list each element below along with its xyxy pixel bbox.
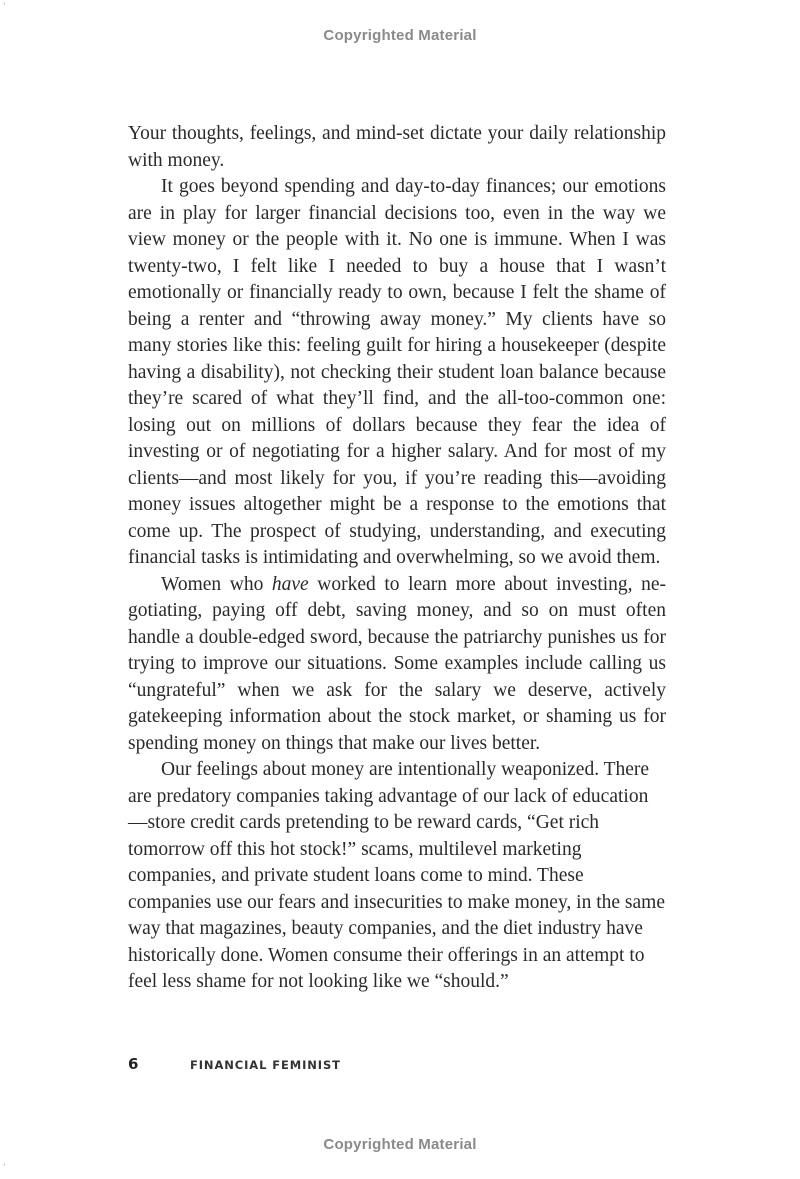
paragraph-3-rest: worked to learn more about investing, negotiating, paying off debt, saving money, and so on must often handle a double-edged sword, because the patriarchy punishes us for trying to improve our situations. Some examples include calling us “ungrateful” when we ask for the salary we deserve, actively gatekeeping information about the stock market, or shaming us for spending money on things that make our lives better. [128, 573, 667, 754]
scan-corner-mark-top: ‘ [3, 2, 6, 12]
paragraph-4: Our feelings about money are intentionally weaponized. There are predatory companies taking advantage of our lack of education—store credit cards pretending to be reward cards, “Get rich tomorrow off this hot stock!” scams, multilevel marketing companies, and private student loans come to mind. These companies use our fears and insecurities to make money, in the same way that magazines, beauty companies, and the diet industry have historically done. Women consume their offerings in an attempt to feel less shame for not looking like we “should.” [128, 759, 665, 992]
copyright-watermark-bottom: Copyrighted Material [323, 1136, 477, 1153]
page-body [128, 121, 666, 996]
page-number: 6 [128, 1055, 139, 1073]
paragraph-2: It goes beyond spending and day-to-day finances; our emotions are in play for larger financial decisions too, even in the way we view money or the people with it. No one is immune. When I was twenty-two, I felt like I needed to buy a house that I wasn’t emotionally or financially ready to own, because I felt the shame of being a renter and “throwing away money.” My clients have so many stories like this: feeling guilt for hiring a housekeeper (despite having a disability), not checking their student loan balance because they’re scared of what they’ll find, and the all-too-common one: losing out on millions of dollars because they fear the idea of investing or of negotiating for a higher salary. And for most of my clients—and most likely for you, if you’re reading this—avoiding money issues altogether might be a response to the emotions that come up. The prospect of studying, understanding, and executing financial tasks is intimidating and overwhelming, so we avoid them. [128, 176, 666, 568]
copyright-watermark-top: Copyrighted Material [323, 27, 477, 44]
scan-corner-mark-bottom: ‘ [3, 1163, 6, 1173]
paragraph-3-lead: Women who [161, 573, 272, 595]
paragraph-1: Your thoughts, feelings, and mind-set dictate your daily relationship with money. [128, 123, 666, 171]
paragraph-3-emphasis: have [271, 573, 309, 595]
paragraph-3 [128, 572, 666, 758]
running-title: FINANCIAL FEMINIST [190, 1058, 341, 1072]
